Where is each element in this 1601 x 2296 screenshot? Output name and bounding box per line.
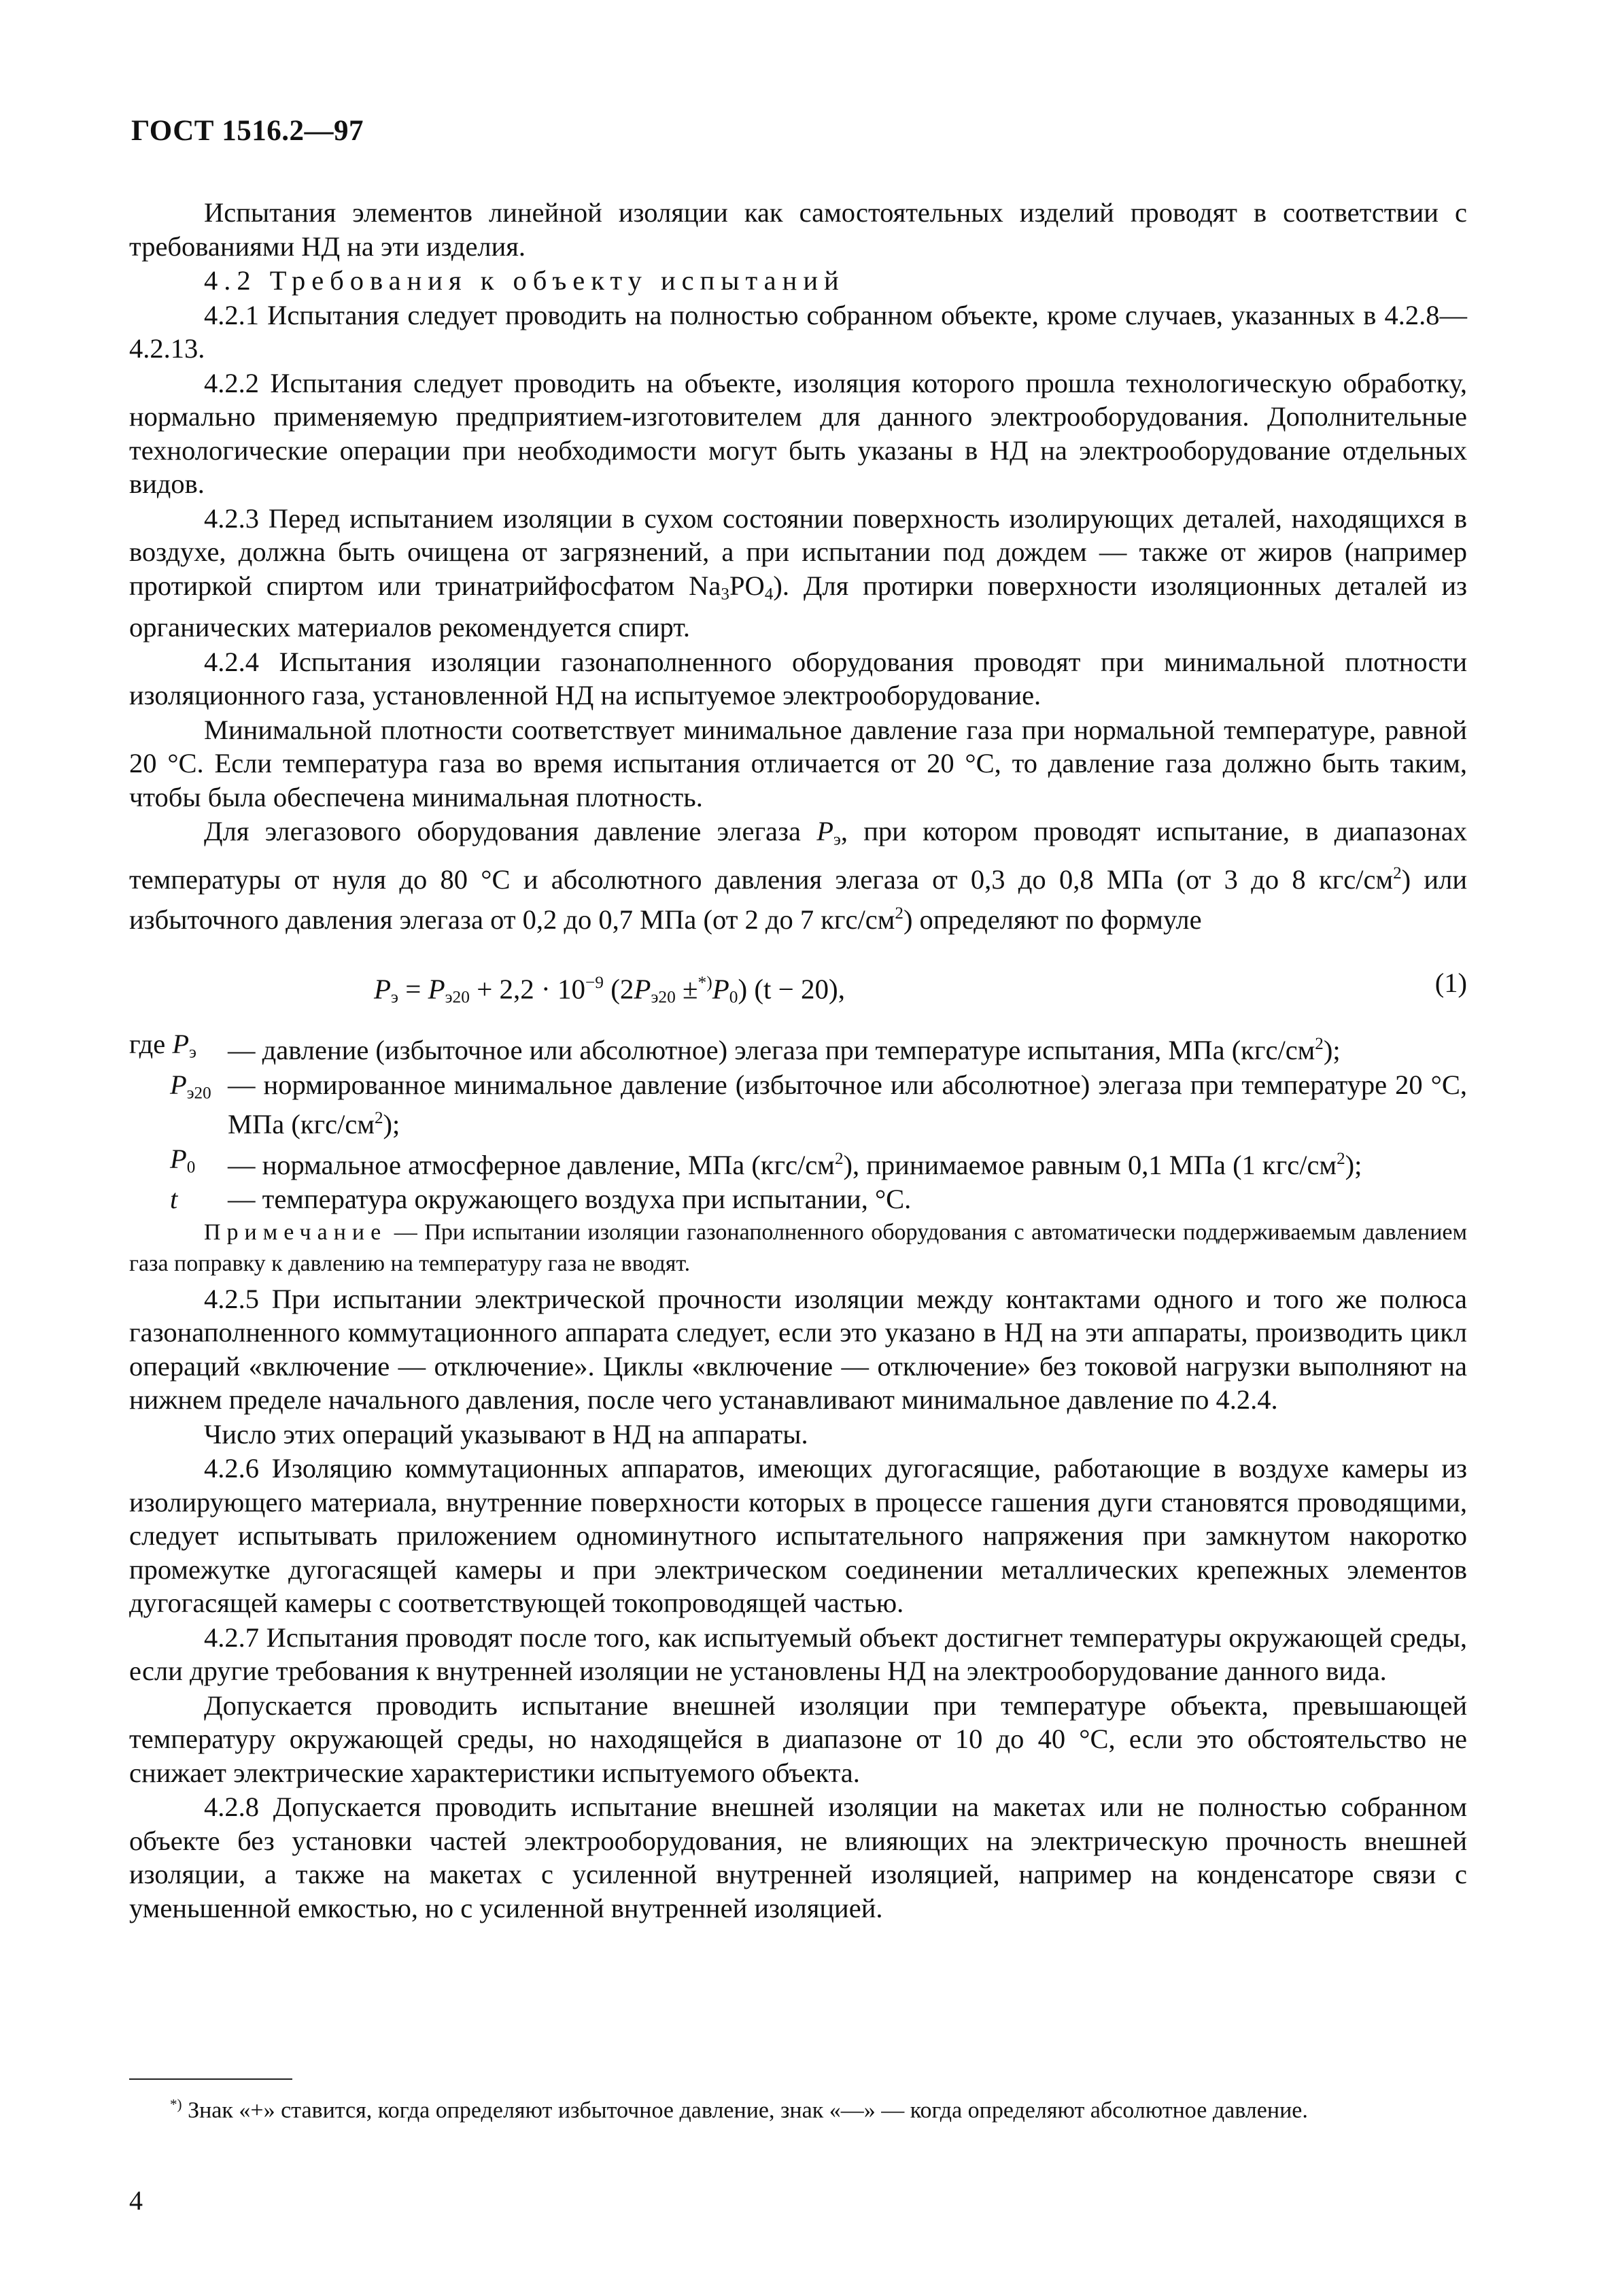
footnote-divider (129, 2078, 292, 2080)
paragraph (129, 815, 1467, 936)
superscript: 2 (895, 904, 903, 923)
text-run: ± (675, 973, 698, 1005)
page-header-standard-number: ГОСТ 1516.2—97 (131, 115, 364, 147)
section-heading (129, 264, 1467, 298)
text-run: ) или избыточного давления элегаза от 0,2 до 0,7 МПа (от 2 до 7 кгс/см (129, 864, 1467, 935)
text-run: , при котором проводят испытание, в диапазонах температуры от нуля до 80 °С и абсолютного давления элегаза от 0,3 до 0,8 МПа (от 3 до 8 кгс/см (129, 816, 1467, 895)
subscript: 0 (729, 987, 738, 1007)
superscript: 2 (1315, 1035, 1324, 1054)
subscript: 4 (764, 584, 774, 603)
text-run: ); (383, 1109, 400, 1140)
footnote-body: Знак «+» ставится, когда определяют избыточное давление, знак «—» — когда определяют абсолютное давление. (182, 2097, 1308, 2123)
footnote-mark: *) (170, 2096, 182, 2112)
definition-symbol (170, 1182, 177, 1216)
superscript: *) (698, 973, 712, 993)
where-label: где (129, 1029, 166, 1060)
subscript: э20 (445, 987, 470, 1007)
note (129, 1217, 1467, 1280)
text-run: ); (1323, 1035, 1341, 1066)
definition-item (129, 1142, 1467, 1182)
footnote (129, 2087, 1467, 2128)
definition-item (129, 1068, 1467, 1142)
note-label: Примечание (204, 1219, 388, 1245)
paragraph: 4.2.5 При испытании электрической прочности изоляции между контактами одного и того же полюса газонаполненного коммутационного аппарата следует, если это указано в НД на эти аппараты, производить цикл операций «включение — отключение». Циклы «включение — отключение» без токовой нагрузки выполняют на нижнем пределе начального давления, после чего устанавливают минимальное давление по 4.2.4. (129, 1283, 1467, 1416)
note-text: — При испытании изоляции газонаполненного оборудования с автоматически поддерживаемым давлением газа поправку к давлению на температуру газа не вводят. (129, 1219, 1467, 1276)
subscript: э20 (186, 1083, 211, 1102)
paragraph: Испытания элементов линейной изоляции как самостоятельных изделий проводят в соответствии с требованиями НД на эти изделия. (129, 197, 1467, 262)
paragraph: 4.2.7 Испытания проводят после того, как испытуемый объект достигнет температуры окружающей среды, если другие требования к внутренней изоляции не установлены НД на электрооборудование данного вида. (129, 1622, 1467, 1687)
text-run: ); (1345, 1149, 1362, 1180)
symbol: P (172, 1029, 190, 1060)
footnote-text (129, 2087, 1467, 2128)
definition-item (129, 1027, 1467, 1067)
definition-lead (129, 1027, 196, 1069)
paragraph: Допускается проводить испытание внешней изоляции при температуре объекта, превышающей температуру окружающей среды, но находящейся в диапазоне от 10 до 40 °С, если это обстоятельство не снижает электрические характеристики испытуемого объекта. (129, 1690, 1467, 1788)
paragraph: 4.2.2 Испытания следует проводить на объекте, изоляция которого прошла технологическую обработку, нормально применяемую предприятием-изготовителем для данного электрооборудования. Дополнительные технологические операции при необходимости могут быть указаны в НД на электрооборудование отдельных видов. (129, 367, 1467, 499)
symbol: P (170, 1069, 187, 1100)
text-run: Для элегазового оборудования давление элегаза (204, 816, 817, 847)
symbol: P (634, 973, 651, 1005)
symbol: P (428, 973, 445, 1005)
formula (374, 966, 845, 1014)
definition-symbol (170, 1068, 211, 1110)
section-heading-text: 4.2 Требования к объекту испытаний (204, 265, 845, 296)
paragraph: 4.2.1 Испытания следует проводить на полностью собранном объекте, кроме случаев, указанных в 4.2.8—4.2.13. (129, 299, 1467, 364)
subscript: э (189, 1043, 196, 1062)
text-run: ), принимаемое равным 0,1 МПа (1 кгс/см (843, 1149, 1337, 1180)
text-run: ). Для протирки поверхности изоляционных деталей из органических материалов рекомендуется спирт. (129, 570, 1468, 643)
text-run: ) (t − 20), (738, 973, 845, 1005)
formula-number: (1) (1434, 967, 1467, 999)
subscript: э (833, 830, 841, 849)
text-run: (2 (604, 973, 634, 1005)
paragraph: Минимальной плотности соответствует минимальное давление газа при нормальной температуре, равной 20 °С. Если температура газа во время испытания отличается от 20 °С, то давление газа должно быть таким, чтобы была обеспечена минимальная плотность. (129, 714, 1467, 812)
superscript: 2 (1337, 1149, 1345, 1168)
superscript: 2 (374, 1109, 383, 1128)
definition-text: — нормированное минимальное давление (избыточное или абсолютное) элегаза при температуре 20 °С, МПа (кгс/см (228, 1069, 1467, 1140)
text-run: = (398, 973, 428, 1005)
variable-definitions (129, 1027, 1467, 1216)
formula-block (129, 951, 1467, 1019)
definition-symbol (170, 1142, 195, 1184)
paragraph: 4.2.6 Изоляцию коммутационных аппаратов, имеющих дугогасящие, работающие в воздухе камеры из изолирующего материала, внутренние поверхности которых в процессе гашения дуги становятся проводящими, следует испытывать приложением одноминутного испытательного напряжения при замкнутом накоротко промежутке дугогасящей камеры и при электрическом соединении металлических крепежных элементов дугогасящей камеры с соответствующей токопроводящей частью. (129, 1453, 1467, 1619)
paragraph: 4.2.4 Испытания изоляции газонаполненного оборудования проводят при минимальной плотности изоляционного газа, установленной НД на испытуемое электрооборудование. (129, 646, 1467, 711)
subscript: э20 (651, 987, 676, 1007)
paragraph: 4.2.8 Допускается проводить испытание внешней изоляции на макетах или не полностью собранном объекте без установки частей электрооборудования, не влияющих на электрическую прочность внешней изоляции, а также на макетах с усиленной внутренней изоляцией, например на конденсаторе связи с уменьшенной емкостью, но с усиленной внутренней изоляцией. (129, 1792, 1467, 1923)
body-text (129, 196, 1467, 1925)
paragraph: Число этих операций указывают в НД на аппараты. (204, 1418, 808, 1450)
symbol: P (816, 816, 834, 847)
text-run: PO (729, 570, 765, 601)
symbol: P (374, 973, 392, 1005)
subscript: 0 (186, 1158, 196, 1177)
definition-item (129, 1182, 1467, 1216)
symbol: P (170, 1143, 187, 1174)
text-run: + 2,2 · 10 (469, 973, 585, 1005)
definition-text: — температура окружающего воздуха при испытании, °С. (228, 1184, 912, 1215)
paragraph (129, 502, 1467, 645)
subscript: э (391, 987, 398, 1007)
superscript: 2 (1393, 864, 1402, 883)
symbol: t (170, 1184, 178, 1215)
subscript: 3 (721, 584, 729, 603)
text-run: ) определяют по формуле (903, 904, 1202, 935)
definition-text: — давление (избыточное или абсолютное) элегаза при температуре испытания, МПа (кгс/см (228, 1035, 1315, 1066)
symbol: P (712, 973, 729, 1005)
superscript: 2 (834, 1149, 844, 1168)
superscript: −9 (585, 973, 604, 993)
definition-text: — нормальное атмосферное давление, МПа (кгс/см (228, 1149, 835, 1180)
text-run: 4.2.3 Перед испытанием изоляции в сухом состоянии поверхность изолирующих деталей, находящихся в воздухе, должна быть очищена от загрязнений, а при испытании под дождем — также от жиров (например протиркой спиртом или тринатрийфосфатом Na (129, 502, 1467, 601)
page-number: 4 (129, 2185, 143, 2216)
